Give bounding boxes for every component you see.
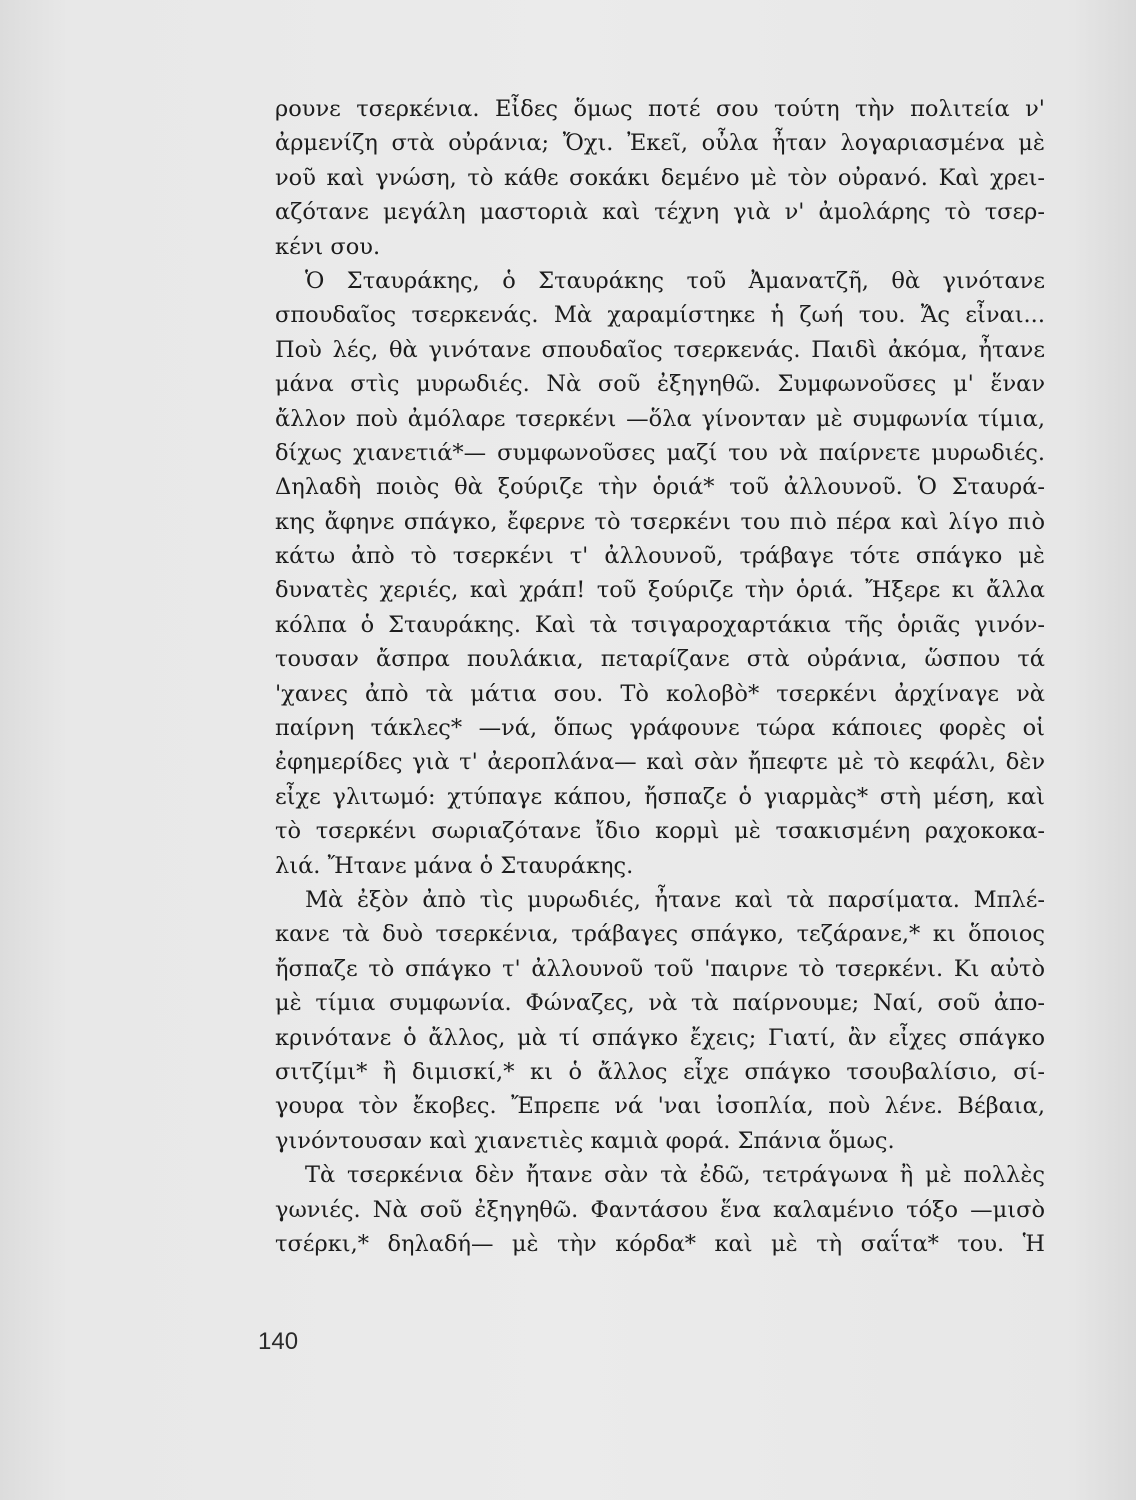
text-line: κάτω ἀπὸ τὸ τσερκένι τ' ἀλλουνοῦ, τράβαγε τότε σπάγκο μὲ	[275, 543, 1045, 570]
text-line: Ποὺ λές, θὰ γινότανε σπουδαῖος τσερκενάς. Παιδὶ ἀκόμα, ἦτανε	[275, 336, 1045, 363]
text-line: Δηλαδὴ ποιὸς θὰ ξούριζε τὴν ὁριά* τοῦ ἀλλουνοῦ. Ὁ Σταυρά-	[275, 474, 1045, 501]
text-line: ἤσπαζε τὸ σπάγκο τ' ἀλλουνοῦ τοῦ 'παιρνε τὸ τσερκένι. Κι αὐτὸ	[275, 955, 1045, 982]
text-line: ἀρμενίζη στὰ οὐράνια; Ὄχι. Ἐκεῖ, οὖλα ἦταν λογαριασμένα μὲ	[275, 130, 1045, 157]
body-text	[275, 92, 1045, 1261]
page-number: 140	[258, 1328, 299, 1355]
text-line: λιά. Ἤτανε μάνα ὁ Σταυράκης.	[275, 852, 634, 879]
text-line: Μὰ ἐξὸν ἀπὸ τὶς μυρωδιές, ἦτανε καὶ τὰ παρσίματα. Μπλέ-	[305, 886, 1045, 913]
text-line: δίχως χιανετιά*— συμφωνοῦσες μαζί του νὰ παίρνετε μυρωδιές.	[275, 439, 1045, 466]
text-line: τὸ τσερκένι σωριαζότανε ἴδιο κορμὶ μὲ τσακισμένη ραχοκοκα-	[275, 818, 1045, 845]
text-line: γωνιές. Νὰ σοῦ ἐξηγηθῶ. Φαντάσου ἕνα καλαμένιο τόξο —μισὸ	[275, 1196, 1045, 1223]
text-line: μάνα στὶς μυρωδιές. Νὰ σοῦ ἐξηγηθῶ. Συμφωνοῦσες μ' ἕναν	[275, 371, 1045, 398]
text-line: παίρνη τάκλες* —νά, ὅπως γράφουνε τώρα κάποιες φορὲς οἱ	[275, 715, 1045, 742]
text-line: ἄλλον ποὺ ἀμόλαρε τσερκένι —ὅλα γίνονταν μὲ συμφωνία τίμια,	[275, 405, 1045, 432]
text-line: μὲ τίμια συμφωνία. Φώναζες, νὰ τὰ παίρνουμε; Ναί, σοῦ ἀπο-	[275, 990, 1045, 1017]
text-line: τουσαν ἄσπρα πουλάκια, πεταρίζανε στὰ οὐράνια, ὥσπου τά	[275, 646, 1045, 673]
text-line: ρουνε τσερκένια. Εἶδες ὅμως ποτέ σου τούτη τὴν πολιτεία ν'	[275, 96, 1045, 122]
text-line: κανε τὰ δυὸ τσερκένια, τράβαγες σπάγκο, τεζάρανε,* κι ὅποιος	[275, 921, 1045, 948]
text-line: κόλπα ὁ Σταυράκης. Καὶ τὰ τσιγαροχαρτάκια τῆς ὁριᾶς γινόν-	[275, 611, 1045, 638]
paragraph	[275, 264, 1045, 883]
text-line: σπουδαῖος τσερκενάς. Μὰ χαραμίστηκε ἡ ζωή του. Ἄς εἶναι...	[275, 302, 1045, 329]
text-line: δυνατὲς χεριές, καὶ χράπ! τοῦ ξούριζε τὴν ὁριά. Ἤξερε κι ἄλλα	[275, 577, 1045, 604]
paragraph	[275, 1158, 1045, 1261]
paragraph	[275, 92, 1045, 264]
text-line: αζότανε μεγάλη μαστοριὰ καὶ τέχνη γιὰ ν' ἀμολάρης τὸ τσερ-	[275, 199, 1045, 226]
text-line: νοῦ καὶ γνώση, τὸ κάθε σοκάκι δεμένο μὲ τὸν οὐρανό. Καὶ χρει-	[275, 164, 1045, 191]
text-line: γινόντουσαν καὶ χιανετιὲς καμιὰ φορά. Σπάνια ὅμως.	[275, 1127, 895, 1154]
text-line: κένι σου.	[275, 233, 381, 260]
text-line: κρινότανε ὁ ἄλλος, μὰ τί σπάγκο ἔχεις; Γιατί, ἂν εἶχες σπάγκο	[275, 1024, 1045, 1051]
text-line: σιτζίμι* ἢ διμισκί,* κι ὁ ἄλλος εἶχε σπάγκο τσουβαλίσιο, σί-	[275, 1058, 1045, 1085]
text-line: Τὰ τσερκένια δὲν ἤτανε σὰν τὰ ἐδῶ, τετράγωνα ἢ μὲ πολλὲς	[305, 1162, 1045, 1189]
paragraph	[275, 883, 1045, 1158]
text-line: κης ἄφηνε σπάγκο, ἔφερνε τὸ τσερκένι του πιὸ πέρα καὶ λίγο πιὸ	[275, 508, 1045, 535]
text-line: Ὁ Σταυράκης, ὁ Σταυράκης τοῦ Ἀμανατζῆ, θὰ γινότανε	[305, 267, 1045, 294]
text-line: γουρα τὸν ἔκοβες. Ἔπρεπε νά 'ναι ἰσοπλία, ποὺ λένε. Βέβαια,	[275, 1093, 1045, 1120]
text-line: ἐφημερίδες γιὰ τ' ἀεροπλάνα— καὶ σὰν ἤπεφτε μὲ τὸ κεφάλι, δὲν	[275, 749, 1045, 776]
text-line: 'χανες ἀπὸ τὰ μάτια σου. Τὸ κολοβὸ* τσερκένι ἀρχίναγε νὰ	[275, 680, 1045, 707]
text-line: τσέρκι,* δηλαδή— μὲ τὴν κόρδα* καὶ μὲ τὴ σαΐτα* του. Ἡ	[275, 1230, 1045, 1257]
text-line: εἶχε γλιτωμό: χτύπαγε κάπου, ἤσπαζε ὁ γιαρμὰς* στὴ μέση, καὶ	[275, 783, 1045, 810]
